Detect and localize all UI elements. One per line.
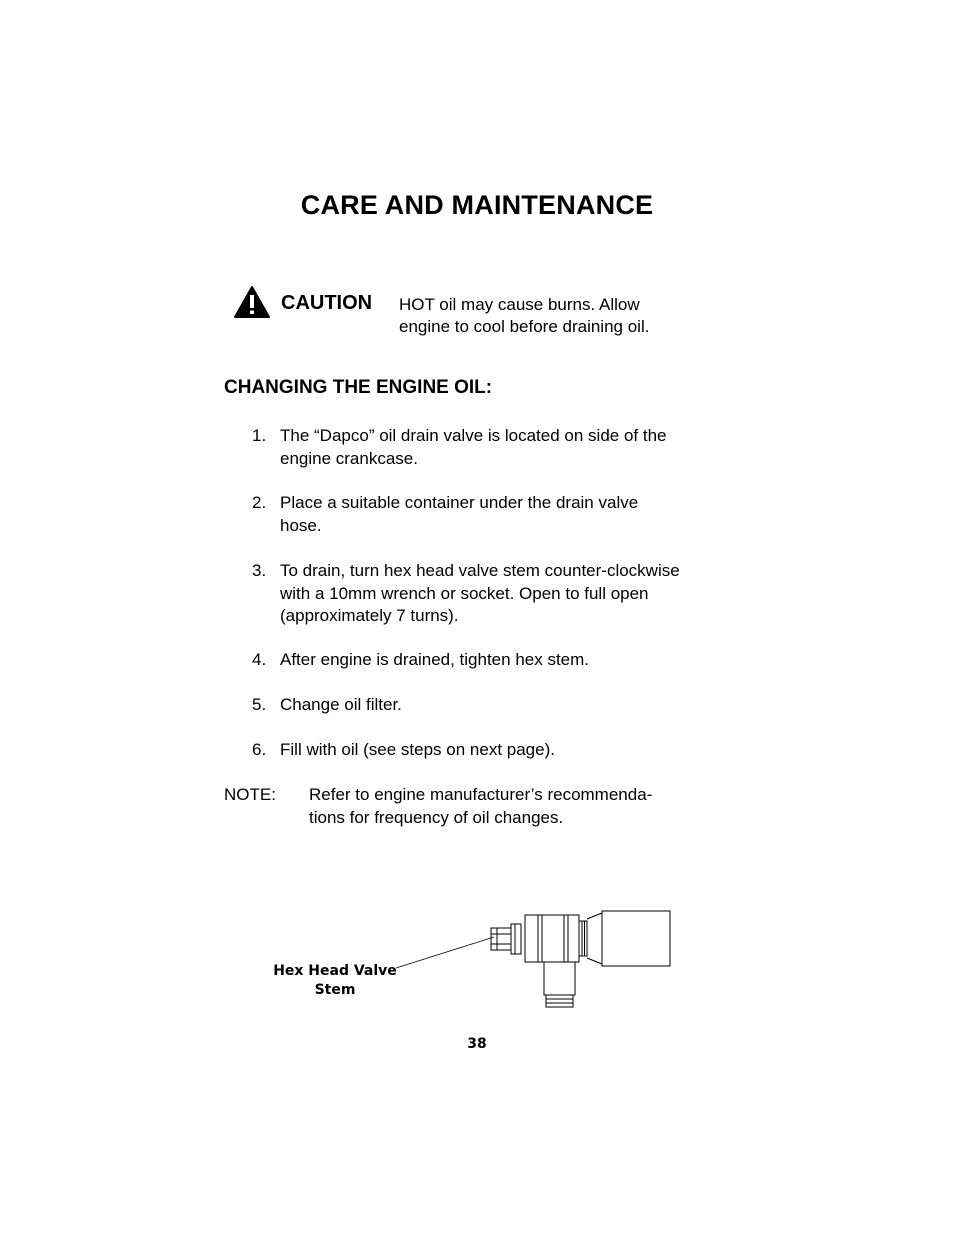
note-text-line: Refer to engine manufacturer’s recommenda- xyxy=(309,785,653,804)
callout-line: Hex Head Valve xyxy=(273,963,397,979)
caution-text xyxy=(399,294,699,338)
step-number: 4. xyxy=(252,650,267,669)
step-text-line: Place a suitable container under the drain valve xyxy=(280,493,639,512)
step-text-line: The “Dapco” oil drain valve is located on side of the xyxy=(280,426,667,445)
step-number: 2. xyxy=(252,493,267,512)
section-heading: CHANGING THE ENGINE OIL: xyxy=(224,377,493,398)
callout-line: Stem xyxy=(314,982,356,998)
step-number: 5. xyxy=(252,695,267,714)
step-text-line: To drain, turn hex head valve stem counter-clockwise xyxy=(280,561,680,580)
callout-leader-line xyxy=(395,935,495,975)
caution-label: CAUTION xyxy=(281,292,373,314)
page-title: CARE AND MAINTENANCE xyxy=(300,190,654,220)
step-text-line: (approximately 7 turns). xyxy=(280,606,459,625)
step-number: 3. xyxy=(252,561,267,580)
step-text-line: Change oil filter. xyxy=(280,695,402,714)
note-text xyxy=(309,784,709,829)
step-text xyxy=(280,492,720,537)
step-text-line: engine crankcase. xyxy=(280,448,418,468)
step-text-line: After engine is drained, tighten hex stem. xyxy=(280,650,590,669)
hex-head-valve-stem-callout xyxy=(270,962,400,1000)
step-number: 1. xyxy=(252,426,267,445)
page-number: 38 xyxy=(467,1036,487,1052)
step-text xyxy=(280,649,720,672)
drain-valve-diagram xyxy=(480,905,680,1015)
step-text xyxy=(280,560,720,628)
step-text xyxy=(280,425,720,470)
step-number: 6. xyxy=(252,740,267,759)
caution-text-line: engine to cool before draining oil. xyxy=(399,317,650,336)
step-text-line: Fill with oil (see steps on next page). xyxy=(280,740,555,759)
step-text-line: hose. xyxy=(280,515,322,535)
warning-triangle-icon xyxy=(233,285,271,319)
note-label: NOTE: xyxy=(224,785,276,804)
caution-text-line: HOT oil may cause burns. Allow xyxy=(399,295,640,314)
note-text-line: tions for frequency of oil changes. xyxy=(309,807,564,827)
step-text xyxy=(280,694,720,717)
step-text-line: with a 10mm wrench or socket. Open to full open xyxy=(280,583,649,603)
step-text xyxy=(280,739,720,762)
